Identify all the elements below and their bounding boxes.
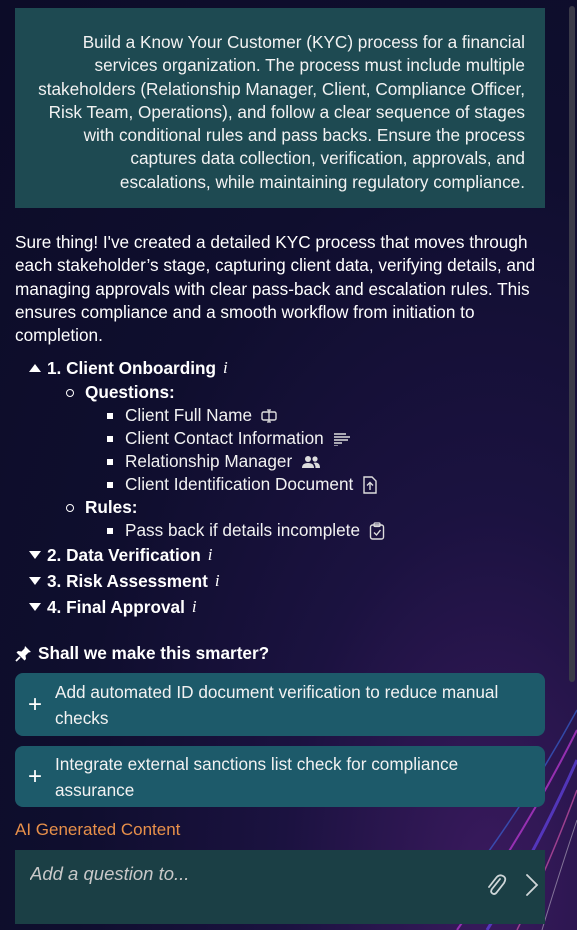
smarter-title: Shall we make this smarter? <box>38 642 270 663</box>
question-label: Relationship Manager <box>125 451 293 471</box>
stage-label: 1. Client Onboarding <box>47 357 217 378</box>
stage-label: 3. Risk Assessment <box>47 570 208 591</box>
smarter-heading <box>15 641 269 665</box>
rule-item <box>107 519 385 542</box>
paperclip-icon[interactable] <box>485 872 507 903</box>
stage-client-onboarding[interactable] <box>29 356 228 380</box>
user-message-bubble <box>15 8 545 208</box>
people-icon <box>301 455 321 469</box>
suggestion-button[interactable] <box>15 673 545 736</box>
question-item <box>107 450 321 473</box>
short-text-icon <box>261 409 279 423</box>
info-icon[interactable]: i <box>191 597 197 616</box>
stage-label: 4. Final Approval <box>47 596 185 617</box>
suggestion-button[interactable] <box>15 746 545 807</box>
question-input-box <box>15 850 545 924</box>
collapse-arrow-icon <box>29 362 41 374</box>
rules-group <box>66 496 138 519</box>
rule-label: Pass back if details incomplete <box>125 520 361 540</box>
question-label: Client Contact Information <box>125 428 324 448</box>
bullet-square <box>107 436 113 442</box>
question-label: Client Identification Document <box>125 474 354 494</box>
input-actions <box>485 872 539 903</box>
stage-data-verification[interactable] <box>29 543 213 567</box>
bullet-square <box>107 459 113 465</box>
bullet-circle <box>66 389 74 397</box>
info-icon[interactable]: i <box>214 571 220 590</box>
stage-label: 2. Data Verification <box>47 544 201 565</box>
stage-final-approval[interactable] <box>29 595 197 619</box>
file-upload-icon <box>362 476 378 494</box>
ai-response-intro: Sure thing! I've created a detailed KYC process that moves through each stakeholder’s stage, capturing client data, verifying details, and managing approvals with clear pass-back and escalation rules. This ensures compliance and a smooth workflow from initiation to completion. <box>15 232 536 346</box>
questions-group <box>66 381 175 404</box>
stage-risk-assessment[interactable] <box>29 569 220 593</box>
suggestion-text: Add automated ID document verification to reduce manual checks <box>55 681 499 728</box>
plus-icon: + <box>27 690 42 718</box>
questions-label: Questions: <box>85 382 175 402</box>
bullet-square <box>107 528 113 534</box>
pin-icon <box>15 645 32 662</box>
user-message-text: Build a Know Your Customer (KYC) process for a financial services organization. The process must include multiple stakeholders (Relationship Manager, Client, Compliance Officer, Risk Team, Operations), and follow a clear sequence of stages with conditional rules and pass backs. Ensure the process captures data collection, verification, approvals, and escalations, while maintaining regulatory compliance. <box>38 32 525 192</box>
scrollbar[interactable] <box>569 6 575 682</box>
bullet-square <box>107 413 113 419</box>
rules-label: Rules: <box>85 497 138 517</box>
bullet-square <box>107 482 113 488</box>
plus-icon: + <box>27 762 42 790</box>
bullet-circle <box>66 504 74 512</box>
question-label: Client Full Name <box>125 405 253 425</box>
expand-arrow-icon <box>29 601 41 613</box>
suggestion-text: Integrate external sanctions list check for compliance assurance <box>55 753 459 800</box>
question-item <box>107 427 351 450</box>
expand-arrow-icon <box>29 549 41 561</box>
ai-generated-label: AI Generated Content <box>15 820 181 839</box>
info-icon[interactable]: i <box>207 545 213 564</box>
send-chevron-icon[interactable] <box>525 873 539 902</box>
long-text-icon <box>333 432 351 446</box>
clipboard-check-icon <box>369 522 385 540</box>
question-item <box>107 404 279 427</box>
expand-arrow-icon <box>29 575 41 587</box>
question-item <box>107 473 378 496</box>
info-icon[interactable]: i <box>223 358 228 377</box>
question-input[interactable] <box>15 850 445 886</box>
